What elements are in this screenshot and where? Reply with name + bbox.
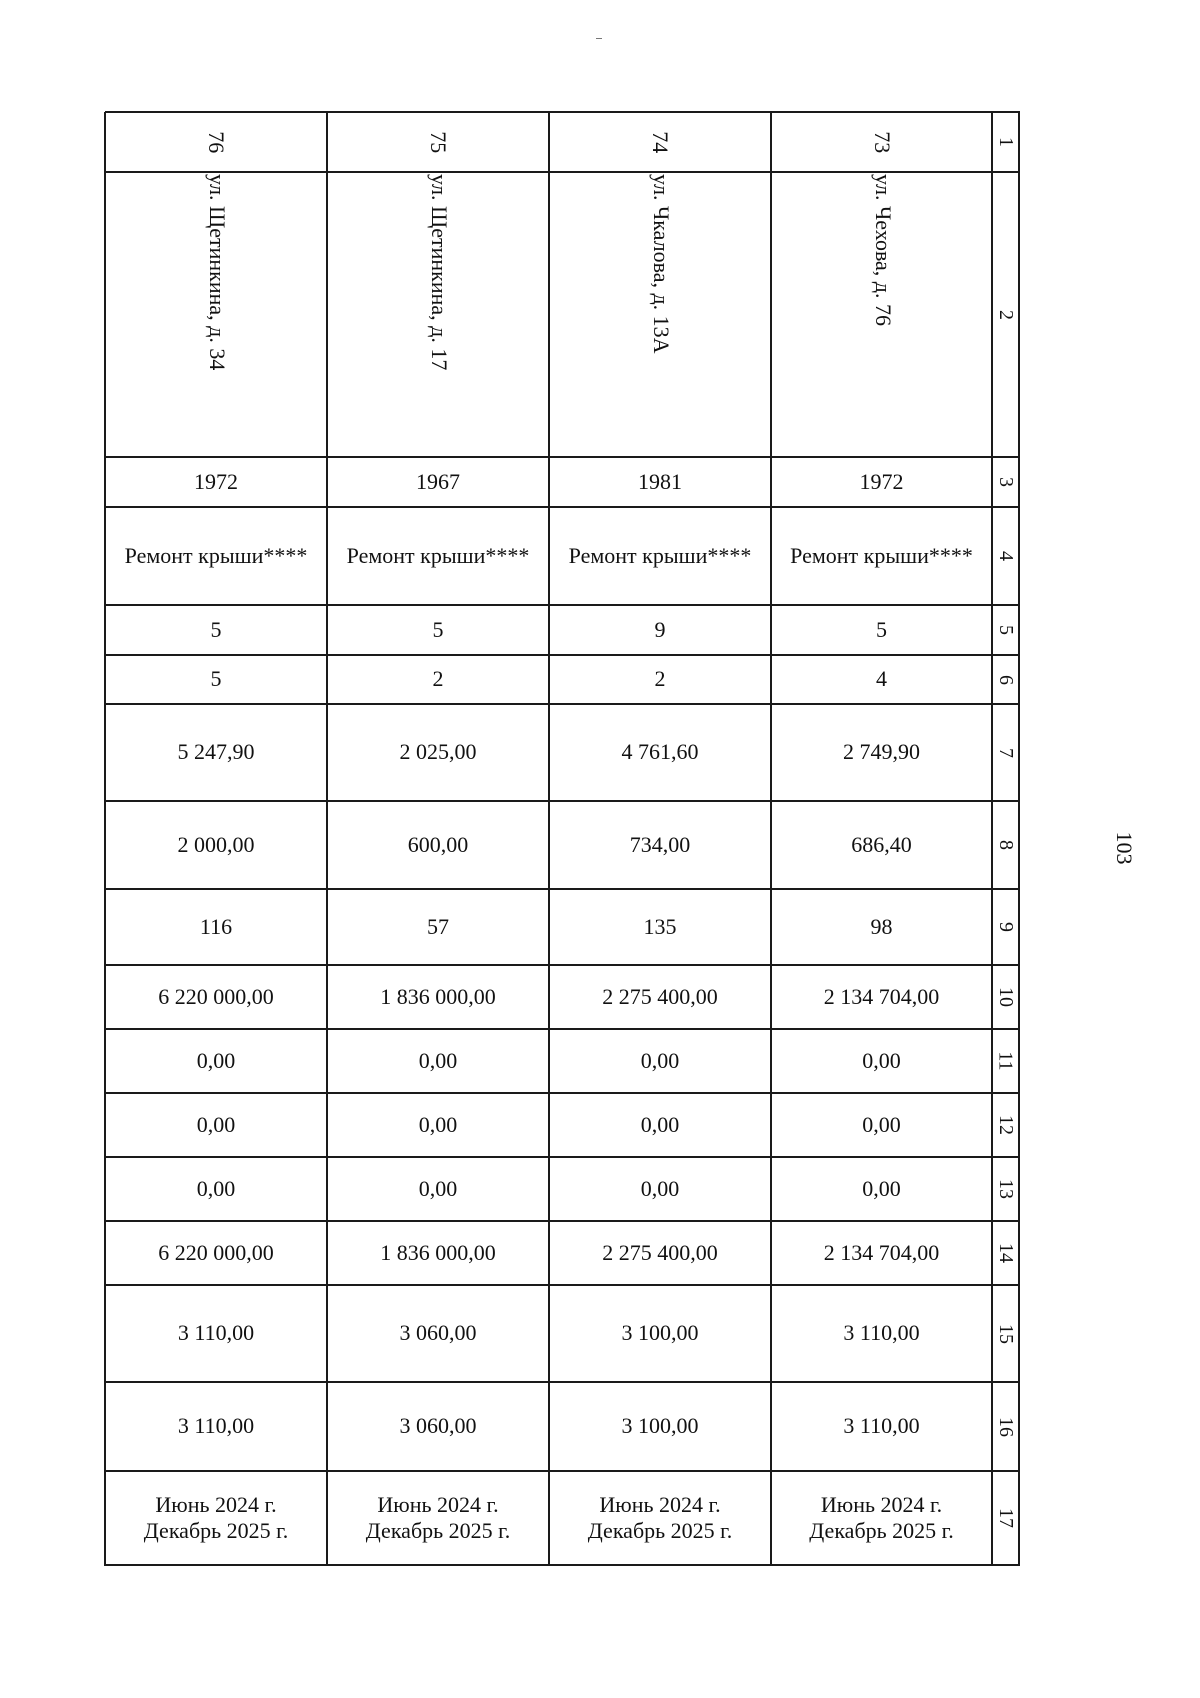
address-text: ул. Щетинкина, д. 17 bbox=[427, 174, 452, 371]
cell-c8-text: 686,40 bbox=[851, 831, 912, 857]
address-text: ул. Чехова, д. 76 bbox=[870, 174, 896, 327]
cell-c12 bbox=[105, 1093, 327, 1157]
column-number-text: 14 bbox=[994, 1243, 1017, 1263]
cell-c5 bbox=[549, 605, 771, 655]
cell-c8-text: 600,00 bbox=[407, 831, 469, 857]
column-number-text: 10 bbox=[994, 987, 1017, 1007]
cell-work bbox=[327, 507, 549, 605]
record-number bbox=[327, 112, 549, 172]
cell-c5-text: 5 bbox=[876, 616, 887, 642]
cell-c6 bbox=[105, 655, 327, 704]
column-number-text: 13 bbox=[994, 1179, 1017, 1199]
record-number-text: 76 bbox=[204, 130, 230, 153]
cell-c7-text: 2 749,90 bbox=[843, 739, 920, 765]
cell-c8-text: 2 000,00 bbox=[177, 831, 255, 857]
cell-c11-text: 0,00 bbox=[640, 1047, 680, 1073]
cell-c13-text: 0,00 bbox=[196, 1175, 236, 1201]
cell-c9 bbox=[105, 889, 327, 965]
cell-c11 bbox=[771, 1029, 992, 1093]
cell-c8-text: 734,00 bbox=[629, 831, 691, 857]
cell-year-text: 1972 bbox=[859, 468, 904, 494]
cell-c9-text: 135 bbox=[643, 913, 677, 939]
cell-c10 bbox=[549, 965, 771, 1029]
cell-c13 bbox=[771, 1157, 992, 1221]
cell-year bbox=[549, 457, 771, 507]
address-text: ул. Чкалова, д. 13А bbox=[649, 174, 674, 354]
cell-c10 bbox=[327, 965, 549, 1029]
cell-c7-text: 2 025,00 bbox=[399, 739, 477, 765]
cell-c16-text: 3 060,00 bbox=[399, 1413, 477, 1439]
cell-c5-text: 9 bbox=[654, 616, 666, 642]
record-number bbox=[105, 112, 327, 172]
cell-work-text: Ремонт крыши**** bbox=[790, 542, 973, 568]
cell-c5 bbox=[327, 605, 549, 655]
cell-c7 bbox=[105, 704, 327, 801]
cell-year bbox=[771, 457, 992, 507]
cell-c9 bbox=[327, 889, 549, 965]
cell-c13-text: 0,00 bbox=[640, 1175, 680, 1201]
cell-c7 bbox=[771, 704, 992, 801]
cell-c7 bbox=[549, 704, 771, 801]
record-number-text: 74 bbox=[648, 130, 674, 153]
column-number-text: 5 bbox=[994, 625, 1017, 635]
column-number-text: 15 bbox=[994, 1323, 1017, 1344]
cell-c15 bbox=[105, 1285, 327, 1382]
cell-c15-text: 3 100,00 bbox=[621, 1320, 699, 1346]
column-number bbox=[992, 1093, 1019, 1157]
cell-work bbox=[771, 507, 992, 605]
cell-c14 bbox=[549, 1221, 771, 1285]
cell-c10-text: 1 836 000,00 bbox=[380, 983, 496, 1009]
cell-c11-text: 0,00 bbox=[862, 1047, 901, 1073]
cell-c5 bbox=[771, 605, 992, 655]
cell-c15 bbox=[771, 1285, 992, 1382]
cell-work-text: Ремонт крыши**** bbox=[124, 542, 308, 568]
cell-c11 bbox=[105, 1029, 327, 1093]
cell-c16-text: 3 100,00 bbox=[621, 1413, 699, 1439]
cell-period-text: Декабрь 2025 г. bbox=[143, 1518, 289, 1543]
column-number bbox=[992, 889, 1019, 965]
cell-c10 bbox=[105, 965, 327, 1029]
address-cell bbox=[327, 172, 549, 457]
cell-period bbox=[105, 1471, 327, 1565]
column-number-text: 3 bbox=[994, 477, 1017, 487]
cell-c8 bbox=[549, 801, 771, 889]
cell-period-text: Июнь 2024 г. bbox=[155, 1491, 277, 1517]
cell-c15-text: 3 060,00 bbox=[399, 1320, 477, 1346]
cell-c16 bbox=[327, 1382, 549, 1471]
column-number bbox=[992, 1221, 1019, 1285]
cell-c15-text: 3 110,00 bbox=[177, 1320, 255, 1346]
cell-period bbox=[549, 1471, 771, 1565]
cell-c6-text: 2 bbox=[654, 666, 666, 692]
cell-c14-text: 1 836 000,00 bbox=[380, 1239, 496, 1265]
cell-c6-text: 2 bbox=[432, 666, 444, 692]
cell-period-text: Июнь 2024 г. bbox=[820, 1491, 943, 1517]
cell-c15 bbox=[327, 1285, 549, 1382]
cell-c8 bbox=[105, 801, 327, 889]
column-number-text: 2 bbox=[994, 309, 1017, 320]
cell-c6 bbox=[771, 655, 992, 704]
cell-c16 bbox=[771, 1382, 992, 1471]
cell-period-text: Декабрь 2025 г. bbox=[809, 1518, 954, 1543]
cell-work bbox=[105, 507, 327, 605]
column-number-text: 17 bbox=[994, 1508, 1017, 1528]
column-number bbox=[992, 965, 1019, 1029]
cell-c10-text: 6 220 000,00 bbox=[158, 983, 274, 1009]
cell-c12-text: 0,00 bbox=[862, 1111, 901, 1137]
column-number bbox=[992, 1382, 1019, 1471]
cell-c11-text: 0,00 bbox=[418, 1047, 458, 1073]
record-number-text: 73 bbox=[869, 130, 895, 153]
cell-work bbox=[549, 507, 771, 605]
cell-c16-text: 3 110,00 bbox=[177, 1413, 255, 1439]
address-text: ул. Щетинкина, д. 34 bbox=[205, 174, 230, 371]
cell-c7-text: 4 761,60 bbox=[621, 739, 699, 765]
column-number bbox=[992, 1471, 1019, 1565]
cell-c7 bbox=[327, 704, 549, 801]
cell-c14-text: 2 134 704,00 bbox=[823, 1239, 940, 1265]
address-cell bbox=[549, 172, 771, 457]
cell-c11 bbox=[327, 1029, 549, 1093]
cell-c15-text: 3 110,00 bbox=[843, 1320, 920, 1346]
column-number-text: 4 bbox=[994, 551, 1017, 561]
cell-c12-text: 0,00 bbox=[196, 1111, 236, 1137]
cell-c5-text: 5 bbox=[210, 616, 222, 642]
cell-c5 bbox=[105, 605, 327, 655]
cell-c9-text: 57 bbox=[427, 913, 449, 939]
cell-period bbox=[771, 1471, 992, 1565]
column-number bbox=[992, 1157, 1019, 1221]
record-number-text: 75 bbox=[426, 130, 452, 153]
cell-c14 bbox=[105, 1221, 327, 1285]
cell-c10-text: 2 275 400,00 bbox=[602, 983, 718, 1009]
cell-c9 bbox=[771, 889, 992, 965]
cell-year-text: 1972 bbox=[194, 468, 238, 494]
cell-c13-text: 0,00 bbox=[862, 1175, 901, 1201]
cell-c16 bbox=[105, 1382, 327, 1471]
cell-c13-text: 0,00 bbox=[418, 1175, 458, 1201]
column-number bbox=[992, 507, 1019, 605]
column-number bbox=[992, 112, 1019, 172]
cell-period-text: Июнь 2024 г. bbox=[599, 1491, 721, 1517]
cell-c9-text: 116 bbox=[199, 913, 233, 939]
cell-c13 bbox=[105, 1157, 327, 1221]
cell-period-text: Декабрь 2025 г. bbox=[365, 1518, 511, 1543]
address-cell bbox=[771, 172, 992, 457]
column-number-text: 9 bbox=[994, 922, 1017, 932]
address-cell bbox=[105, 172, 327, 457]
cell-c12 bbox=[771, 1093, 992, 1157]
column-number bbox=[992, 704, 1019, 801]
cell-c14-text: 6 220 000,00 bbox=[158, 1239, 274, 1265]
cell-c11-text: 0,00 bbox=[196, 1047, 236, 1073]
column-number-text: 6 bbox=[994, 674, 1017, 685]
cell-c12-text: 0,00 bbox=[418, 1111, 458, 1137]
cell-c9-text: 98 bbox=[870, 913, 893, 939]
cell-period-text: Декабрь 2025 г. bbox=[587, 1518, 733, 1543]
record-number bbox=[771, 112, 992, 172]
cell-work-text: Ремонт крыши**** bbox=[568, 542, 752, 568]
cell-c8 bbox=[771, 801, 992, 889]
cell-c10-text: 2 134 704,00 bbox=[823, 983, 940, 1009]
cell-work-text: Ремонт крыши**** bbox=[346, 542, 530, 568]
column-number bbox=[992, 172, 1019, 457]
cell-year bbox=[105, 457, 327, 507]
column-number bbox=[992, 655, 1019, 704]
scan-speck bbox=[596, 38, 602, 39]
cell-c14 bbox=[771, 1221, 992, 1285]
cell-c9 bbox=[549, 889, 771, 965]
column-number bbox=[992, 457, 1019, 507]
cell-c6-text: 4 bbox=[876, 666, 887, 692]
cell-c13 bbox=[549, 1157, 771, 1221]
column-number-text: 11 bbox=[994, 1051, 1017, 1071]
column-number-text: 12 bbox=[994, 1115, 1017, 1135]
cell-c8 bbox=[327, 801, 549, 889]
column-number bbox=[992, 605, 1019, 655]
cell-c6 bbox=[549, 655, 771, 704]
cell-c14 bbox=[327, 1221, 549, 1285]
cell-c13 bbox=[327, 1157, 549, 1221]
cell-c16-text: 3 110,00 bbox=[843, 1413, 920, 1439]
cell-year bbox=[327, 457, 549, 507]
cell-c15 bbox=[549, 1285, 771, 1382]
cell-c11 bbox=[549, 1029, 771, 1093]
column-number bbox=[992, 801, 1019, 889]
column-number-text: 7 bbox=[994, 747, 1017, 758]
record-number bbox=[549, 112, 771, 172]
column-number-text: 1 bbox=[994, 137, 1017, 147]
column-number bbox=[992, 1285, 1019, 1382]
cell-c6-text: 5 bbox=[210, 666, 222, 692]
cell-year-text: 1967 bbox=[416, 468, 460, 494]
column-number-text: 8 bbox=[994, 840, 1017, 850]
cell-c14-text: 2 275 400,00 bbox=[602, 1239, 718, 1265]
cell-c7-text: 5 247,90 bbox=[177, 739, 255, 765]
cell-c5-text: 5 bbox=[432, 616, 444, 642]
cell-c10 bbox=[771, 965, 992, 1029]
cell-period-text: Июнь 2024 г. bbox=[377, 1491, 499, 1517]
column-number bbox=[992, 1029, 1019, 1093]
cell-year-text: 1981 bbox=[638, 468, 682, 494]
cell-c12 bbox=[327, 1093, 549, 1157]
column-number-text: 16 bbox=[994, 1416, 1017, 1437]
cell-c12 bbox=[549, 1093, 771, 1157]
cell-c6 bbox=[327, 655, 549, 704]
page-number: 103 bbox=[1112, 831, 1137, 865]
cell-period bbox=[327, 1471, 549, 1565]
cell-c16 bbox=[549, 1382, 771, 1471]
cell-c12-text: 0,00 bbox=[640, 1111, 680, 1137]
